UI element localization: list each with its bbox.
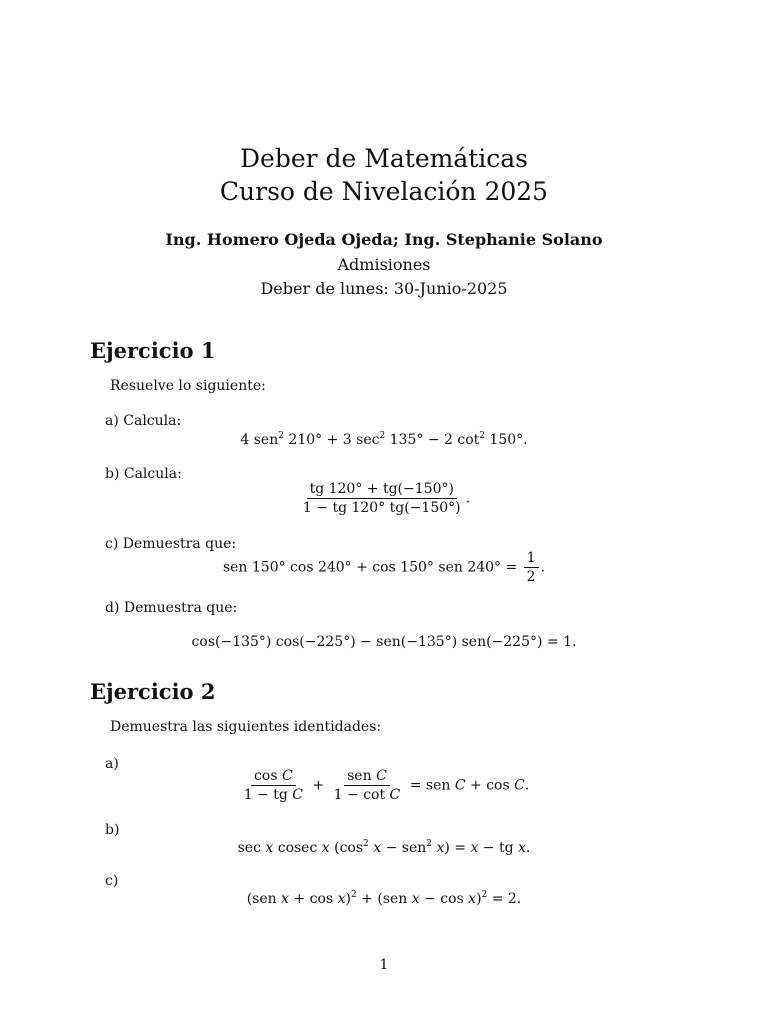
section-intro: Resuelve lo siguiente:: [110, 378, 266, 394]
section-heading-ejercicio-1: Ejercicio 1: [90, 338, 216, 363]
item-label-c: c): [105, 873, 119, 889]
due-date: Deber de lunes: 30-Junio-2025: [260, 279, 508, 298]
equation-1b: $\frac{tg 120^\circ + tg(-150^\circ)}{1 - tg 120^\circ tg(-150^\circ)}$ .: [302, 481, 471, 516]
equation-2c: (sen x + cos x)$^2$ + (sen x − cos x)$^2$ = 2.: [246, 890, 522, 907]
section-intro: Demuestra las siguientes identidades:: [110, 719, 382, 735]
title-line-2: Curso de Nivelación 2025: [219, 177, 549, 206]
section-heading-ejercicio-2: Ejercicio 2: [90, 679, 216, 704]
department: Admisiones: [337, 255, 431, 274]
item-label-a: a) Calcula:: [105, 413, 182, 429]
equation-2b: sec x cosec x ($\cos^2$ x − sen$^2$ x) = x − tg x.: [237, 839, 531, 856]
equation-1d: cos(−135°) cos(−225°) − sen(−135°) sen(−225°) = 1.: [191, 634, 577, 650]
item-label-b: b) Calcula:: [105, 466, 182, 482]
item-label-d: d) Demuestra que:: [105, 600, 238, 616]
equation-1a: 4 sen$^2$ 210° + 3 $\sec^2 135^\circ - 2$ $\cot^2 150^\circ$.: [240, 431, 528, 448]
item-label-c: c) Demuestra que:: [105, 536, 237, 552]
authors: Ing. Homero Ojeda Ojeda; Ing. Stephanie Solano: [165, 230, 603, 249]
title-line-1: Deber de Matemáticas: [239, 144, 528, 173]
item-label-b: b): [105, 822, 120, 838]
page-number: 1: [379, 957, 389, 973]
item-label-a: a): [105, 756, 119, 772]
equation-2a: $\frac{\text{cos C}}{\text{1 − tg C}}$ + $\frac{\text{sen C}}{\text{1 − cot C}}$ = sen C + cos C.: [243, 768, 530, 803]
equation-1c: sen 150° cos 240° + cos 150° sen 240° = $\frac{1}{2}$ .: [222, 550, 546, 585]
